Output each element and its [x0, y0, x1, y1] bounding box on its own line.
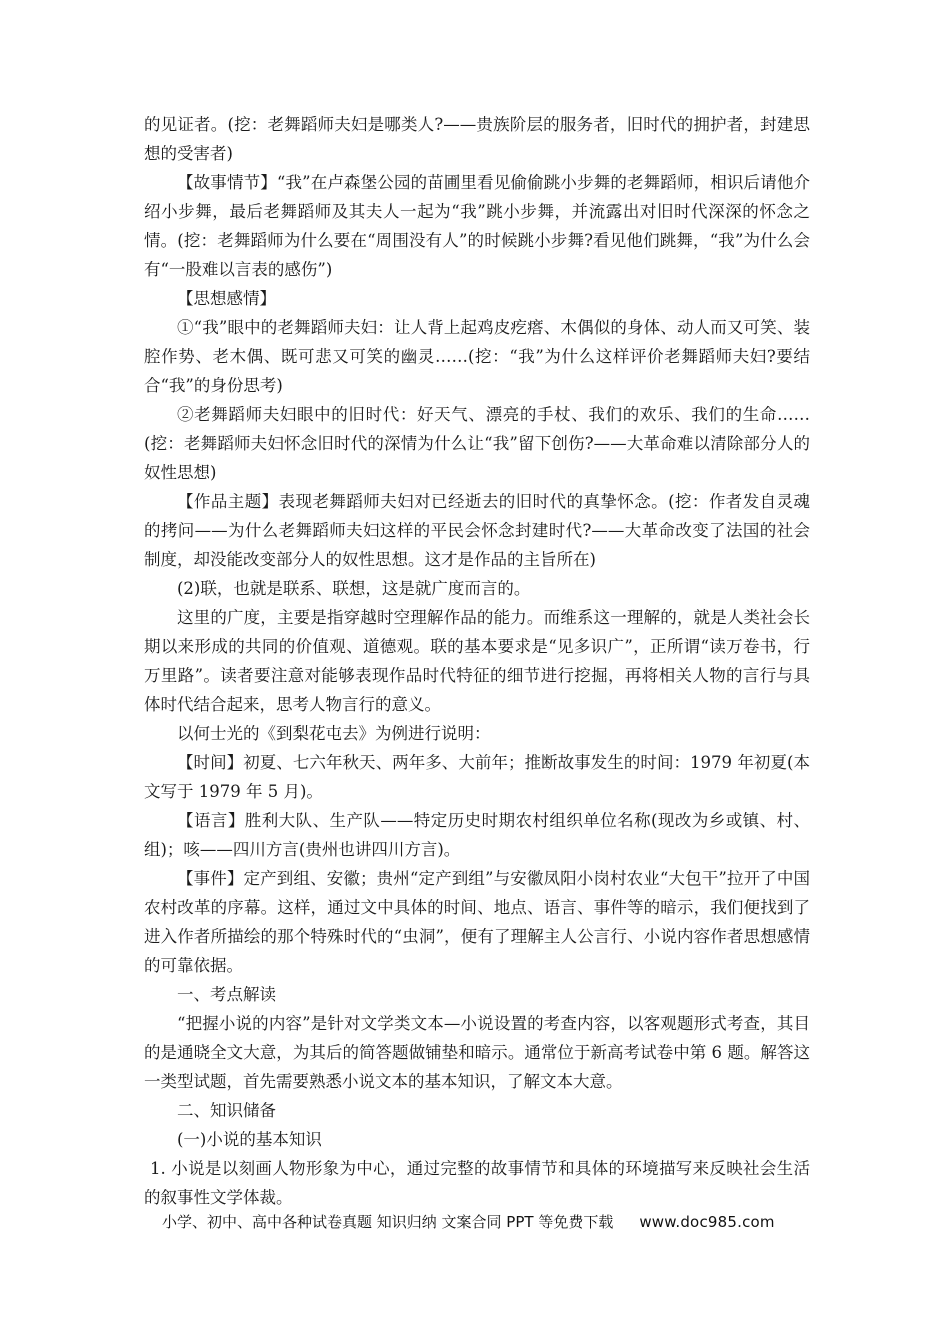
document-body — [144, 110, 810, 1212]
paragraph-thoughts-heading: 【思想感情】 — [177, 289, 276, 308]
paragraph-story-plot: 【故事情节】“我”在卢森堡公园的苗圃里看见偷偷跳小步舞的老舞蹈师，相识后请他介绍小步舞，最后老舞蹈师及其夫人一起为“我”跳小步舞，并流露出对旧时代深深的怀念之情。(挖：老舞蹈师为什么要在“周围没有人”的时候跳小步舞?看见他们跳舞，“我”为什么会有“一股难以言表的感伤”) — [144, 173, 810, 279]
paragraph-connection: (2)联，也就是联系、联想，这是就广度而言的。 — [177, 579, 531, 598]
paragraph-exam-explanation: “把握小说的内容”是针对文学类文本—小说设置的考查内容，以客观题形式考查，其目的是通晓全文大意，为其后的简答题做铺垫和暗示。通常位于新高考试卷中第 6 题。解答这一类型试题，首先需要熟悉小说文本的基本知识，了解文本大意。 — [144, 1014, 810, 1091]
section-heading-knowledge: 二、知识储备 — [177, 1101, 276, 1120]
paragraph-language: 【语言】胜利大队、生产队——特定历史时期农村组织单位名称(现改为乡或镇、村、组)；咳——四川方言(贵州也讲四川方言)。 — [144, 811, 810, 859]
paragraph-example-intro: 以何士光的《到梨花屯去》为例进行说明： — [177, 724, 491, 743]
section-heading-exam-points: 一、考点解读 — [177, 985, 276, 1004]
paragraph-breadth: 这里的广度，主要是指穿越时空理解作品的能力。而维系这一理解的，就是人类社会长期以来形成的共同的价值观、道德观。联的基本要求是“见多识广”，正所谓“读万卷书，行万里路”。读者要注意对能够表现作品时代特征的细节进行挖掘，再将相关人物的言行与具体时代结合起来，思考人物言行的意义。 — [144, 608, 810, 714]
paragraph-time: 【时间】初夏、七六年秋天、两年多、大前年；推断故事发生的时间：1979 年初夏(本文写于 1979 年 5 月)。 — [144, 753, 810, 801]
paragraph-theme: 【作品主题】表现老舞蹈师夫妇对已经逝去的旧时代的真挚怀念。(挖：作者发自灵魂的拷问——为什么老舞蹈师夫妇这样的平民会怀念封建时代?——大革命改变了法国的社会制度，却没能改变部分人的奴性思想。这才是作品的主旨所在) — [144, 492, 810, 569]
page-footer — [162, 1210, 802, 1234]
paragraph-old-era-view: ②老舞蹈师夫妇眼中的旧时代：好天气、漂亮的手杖、我们的欢乐、我们的生命……(挖：老舞蹈师夫妇怀念旧时代的深情为什么让“我”留下创伤?——大革命难以清除部分人的奴性思想) — [144, 405, 810, 482]
paragraph-witness: 的见证者。(挖：老舞蹈师夫妇是哪类人?——贵族阶层的服务者，旧时代的拥护者，封建思想的受害者) — [144, 115, 810, 163]
paragraph-narrator-view: ①“我”眼中的老舞蹈师夫妇：让人背上起鸡皮疙瘩、木偶似的身体、动人而又可笑、装腔作势、老木偶、既可悲又可笑的幽灵……(挖：“我”为什么这样评价老舞蹈师夫妇?要结合“我”的身份思考) — [144, 318, 810, 395]
footer-promo-text: 小学、初中、高中各种试卷真题 知识归纳 文案合同 PPT 等免费下载 — [162, 1213, 614, 1231]
subsection-heading-basics: (一)小说的基本知识 — [177, 1130, 322, 1149]
paragraph-event: 【事件】定产到组、安徽；贵州“定产到组”与安徽凤阳小岗村农业“大包干”拉开了中国农村改革的序幕。这样，通过文中具体的时间、地点、语言、事件等的暗示，我们便找到了进入作者所描绘的那个特殊时代的“虫洞”，便有了理解主人公言行、小说内容作者思想感情的可靠依据。 — [144, 869, 810, 975]
paragraph-novel-definition: 1. 小说是以刻画人物形象为中心，通过完整的故事情节和具体的环境描写来反映社会生活的叙事性文学体裁。 — [144, 1159, 810, 1207]
footer-site-link[interactable]: www.doc985.com — [639, 1213, 775, 1231]
